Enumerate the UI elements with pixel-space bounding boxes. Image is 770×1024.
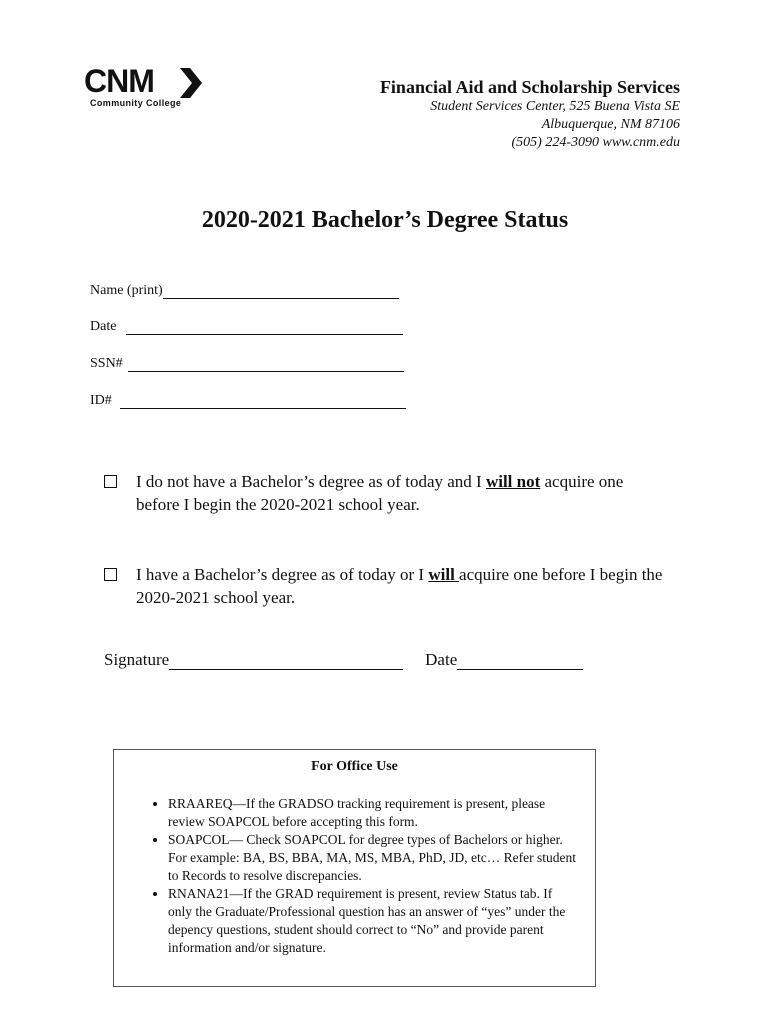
date-field[interactable] [90,319,403,335]
ssn-line[interactable] [128,357,404,372]
ssn-field[interactable] [90,356,404,372]
ssn-label: SSN# [90,356,123,371]
name-line[interactable] [163,284,399,299]
option-has-degree [104,563,664,609]
office-name: Financial Aid and Scholarship Services [379,77,680,97]
office-contact: (505) 224-3090 www.cnm.edu [511,135,680,150]
office-note-soapcol: • SOAPCOL— Check SOAPCOL for degree types of Bachelors or higher. For example: BA, BS, BBA, MA, MS, MBA, PhD, JD, etc… Refer student to Records to resolve discrepancies. [168,831,579,885]
signature-line[interactable] [169,652,403,670]
cnm-logo [84,63,204,114]
logo-wordmark: CNM [84,63,154,99]
emphasis-will: will [428,565,460,584]
office-note-rnana21: • RNANA21—If the GRAD requirement is present, review Status tab. If only the Graduate/Professional question has an answer of “yes” under the depency questions, student should correct to “No” and provide parent information and/or signature. [168,885,579,957]
logo-arrow-icon [180,68,204,98]
option-no-degree [104,470,664,516]
name-field[interactable] [90,283,399,299]
office-use-list [114,795,595,957]
has-degree-checkbox[interactable] [104,568,117,581]
no-degree-checkbox[interactable] [104,475,117,488]
name-label: Name (print) [90,283,163,298]
id-field[interactable] [90,393,406,409]
document-title: 2020-2021 Bachelor’s Degree Status [201,207,569,233]
date-label: Date [90,319,117,334]
emphasis-will-not: will not [485,472,541,491]
option-no-degree-text: I do not have a Bachelor’s degree as of today and I will not acquire one before I begin the 2020-2021 school year. [136,472,624,514]
option-has-degree-text: I have a Bachelor’s degree as of today or I will acquire one before I begin the 2020-2021 school year. [136,565,663,607]
office-note-rraareq: • RRAAREQ—If the GRADSO tracking requirement is present, please review SOAPCOL before accepting this form. [168,795,579,831]
signature-date-label: Date [425,650,458,669]
signature-label: Signature [104,650,170,669]
signature-date-line[interactable] [457,652,583,670]
id-label: ID# [90,393,112,408]
office-header [380,76,680,152]
date-line[interactable] [126,320,403,335]
logo-subtitle: Community College [90,98,182,108]
office-address: Student Services Center, 525 Buena Vista SE [430,99,680,114]
office-use-box [113,749,596,987]
id-line[interactable] [120,394,406,409]
office-use-title: For Office Use [311,759,398,774]
office-city: Albuquerque, NM 87106 [541,117,680,132]
signature-row [104,650,583,670]
